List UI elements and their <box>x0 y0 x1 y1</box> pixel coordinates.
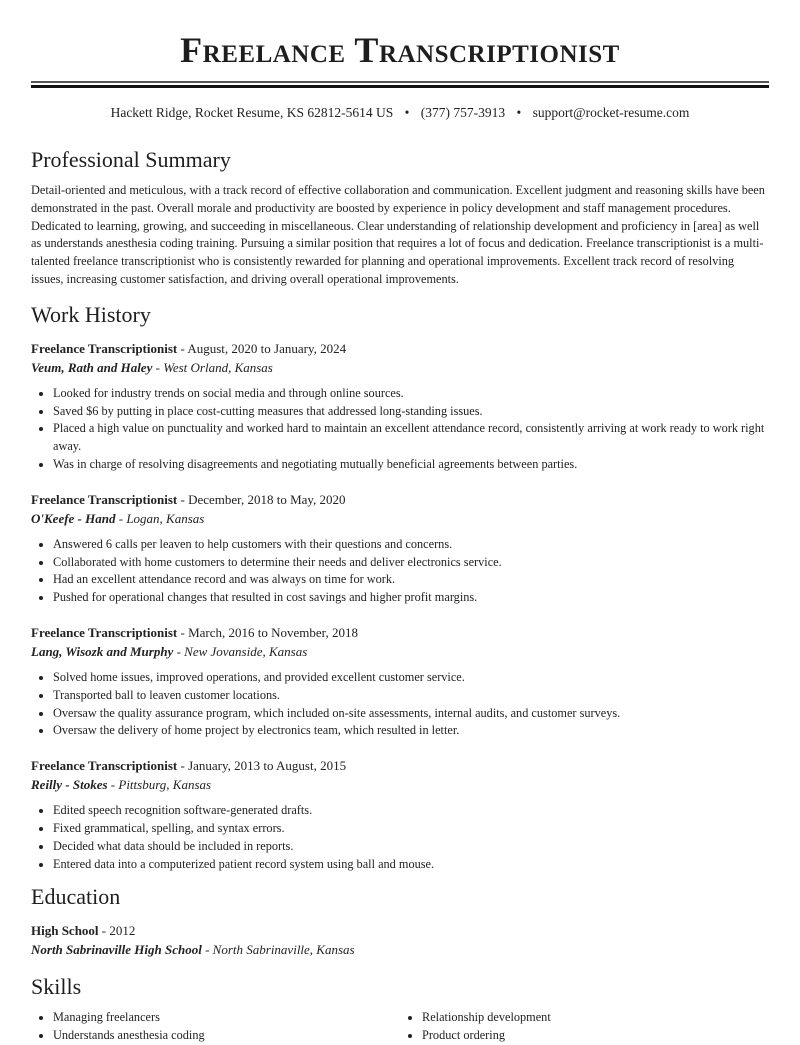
contact-email: support@rocket-resume.com <box>532 105 690 120</box>
skills-section <box>31 973 769 1045</box>
job-dates: - January, 2013 to August, 2015 <box>177 758 347 774</box>
job-bullet: • Had an excellent attendance record and was always on time for work. <box>53 571 769 589</box>
skills-left-column <box>31 1009 400 1045</box>
company-location: - Pittsburg, Kansas <box>107 777 212 793</box>
job-title: Freelance Transcriptionist <box>31 624 178 640</box>
bullet-separator: • <box>404 105 410 120</box>
job-bullet: • Collaborated with home customers to determine their needs and deliver electronics service. <box>53 554 769 572</box>
bullet-separator: • <box>516 105 522 120</box>
company-line <box>31 775 769 794</box>
job-bullet: • Looked for industry trends on social media and through online sources. <box>53 385 769 403</box>
job-bullet: • Placed a high value on punctuality and worked hard to maintain an excellent attendance record, consistently arriving at work ready to work right away. <box>53 420 769 456</box>
education-entry <box>31 921 769 959</box>
company-line <box>31 509 769 528</box>
job-bullet: • Edited speech recognition software-generated drafts. <box>53 802 769 820</box>
section-heading-work-history: Work History <box>31 301 151 327</box>
job-bullet: • Entered data into a computerized patient record system using ball and mouse. <box>53 856 769 874</box>
job-bullet: • Transported ball to leaven customer locations. <box>53 687 769 705</box>
company-line <box>31 642 769 661</box>
summary-text: Detail-oriented and meticulous, with a track record of effective collaboration and communication. Excellent judgment and reasoning skills have been demonstrated in the past. Overall morale and productivity are boosted by experience in policy development and staff management procedures. Dedicated to learning, growing, and succeeding in miscellaneous. Clear understanding of relationship development and proficiency in [area] as well as understands anesthesia coding training. Pursuing a similar position that requires a lot of focus and dedication. Freelance transcriptionist is a multi-talented freelance transcriptionist who is consistently rewarded for planning and operational improvements. Excellent track record of resolving issues, increasing customer satisfaction, and driving overall operational improvements. <box>31 183 765 286</box>
job-title: Freelance Transcriptionist <box>31 340 178 356</box>
section-heading-summary: Professional Summary <box>31 147 231 172</box>
job-entry <box>31 756 769 873</box>
job-dates: - March, 2016 to November, 2018 <box>177 624 358 640</box>
job-title-line <box>31 490 769 509</box>
company-name: Veum, Rath and Haley <box>31 359 153 375</box>
skill-item: • Product ordering <box>422 1027 769 1045</box>
job-bullet: • Oversaw the quality assurance program, which included on-site assessments, internal audits, and customer surveys. <box>53 705 769 723</box>
rule-thick-line <box>31 85 769 88</box>
job-title-line <box>31 623 769 642</box>
job-title: Freelance Transcriptionist <box>31 758 178 774</box>
job-bullets <box>31 802 769 873</box>
job-bullet: • Saved $6 by putting in place cost-cutting measures that addressed long-standing issues. <box>53 403 769 421</box>
job-bullet: • Decided what data should be included in reports. <box>53 838 769 856</box>
job-bullets <box>31 385 769 474</box>
section-heading-education: Education <box>31 884 121 910</box>
header-double-rule <box>31 81 769 88</box>
professional-summary-section <box>31 146 769 289</box>
job-bullets <box>31 536 769 607</box>
contact-phone: (377) 757-3913 <box>420 105 506 120</box>
degree: High School <box>31 923 99 939</box>
job-bullet: • Oversaw the delivery of home project by electronics team, which resulted in letter. <box>53 722 769 740</box>
job-bullet: • Solved home issues, improved operations, and provided excellent customer service. <box>53 669 769 687</box>
company-location: - West Orland, Kansas <box>152 359 273 375</box>
job-dates: - December, 2018 to May, 2020 <box>177 491 346 507</box>
skill-item: • Managing freelancers <box>53 1009 400 1027</box>
job-dates: - August, 2020 to January, 2024 <box>177 340 347 356</box>
contact-line <box>31 104 769 122</box>
job-entry <box>31 623 769 740</box>
school-line <box>31 940 769 959</box>
degree-line <box>31 921 769 940</box>
job-title: Freelance Transcriptionist <box>31 491 178 507</box>
company-line <box>31 358 769 377</box>
school-name: North Sabrinaville High School <box>31 942 202 958</box>
company-name: Lang, Wisozk and Murphy <box>31 643 174 659</box>
company-name: Reilly - Stokes <box>31 777 108 793</box>
job-entry <box>31 490 769 607</box>
job-bullet: • Pushed for operational changes that resulted in cost savings and higher profit margins. <box>53 589 769 607</box>
work-history-section <box>31 301 769 874</box>
school-location: - North Sabrinaville, Kansas <box>201 942 355 958</box>
company-location: - New Jovanside, Kansas <box>173 643 308 659</box>
skill-item: • Understands anesthesia coding <box>53 1027 400 1045</box>
job-bullet: • Was in charge of resolving disagreements and negotiating mutually beneficial agreements between parties. <box>53 456 769 474</box>
company-name: O'Keefe - Hand <box>31 510 116 526</box>
resume-name: Freelance Transcriptionist <box>180 30 620 70</box>
job-bullet: • Answered 6 calls per leaven to help customers with their questions and concerns. <box>53 536 769 554</box>
job-entry <box>31 339 769 474</box>
skills-columns <box>31 1009 769 1045</box>
company-location: - Logan, Kansas <box>115 510 205 526</box>
job-bullet: • Fixed grammatical, spelling, and syntax errors. <box>53 820 769 838</box>
skill-item: • Relationship development <box>422 1009 769 1027</box>
contact-address: Hackett Ridge, Rocket Resume, KS 62812-5614 US <box>110 105 394 120</box>
job-title-line <box>31 756 769 775</box>
job-bullets <box>31 669 769 740</box>
skills-right-column <box>400 1009 769 1045</box>
education-section <box>31 883 769 959</box>
job-title-line <box>31 339 769 358</box>
section-heading-skills: Skills <box>31 974 82 1000</box>
graduation-year: - 2012 <box>98 923 136 939</box>
